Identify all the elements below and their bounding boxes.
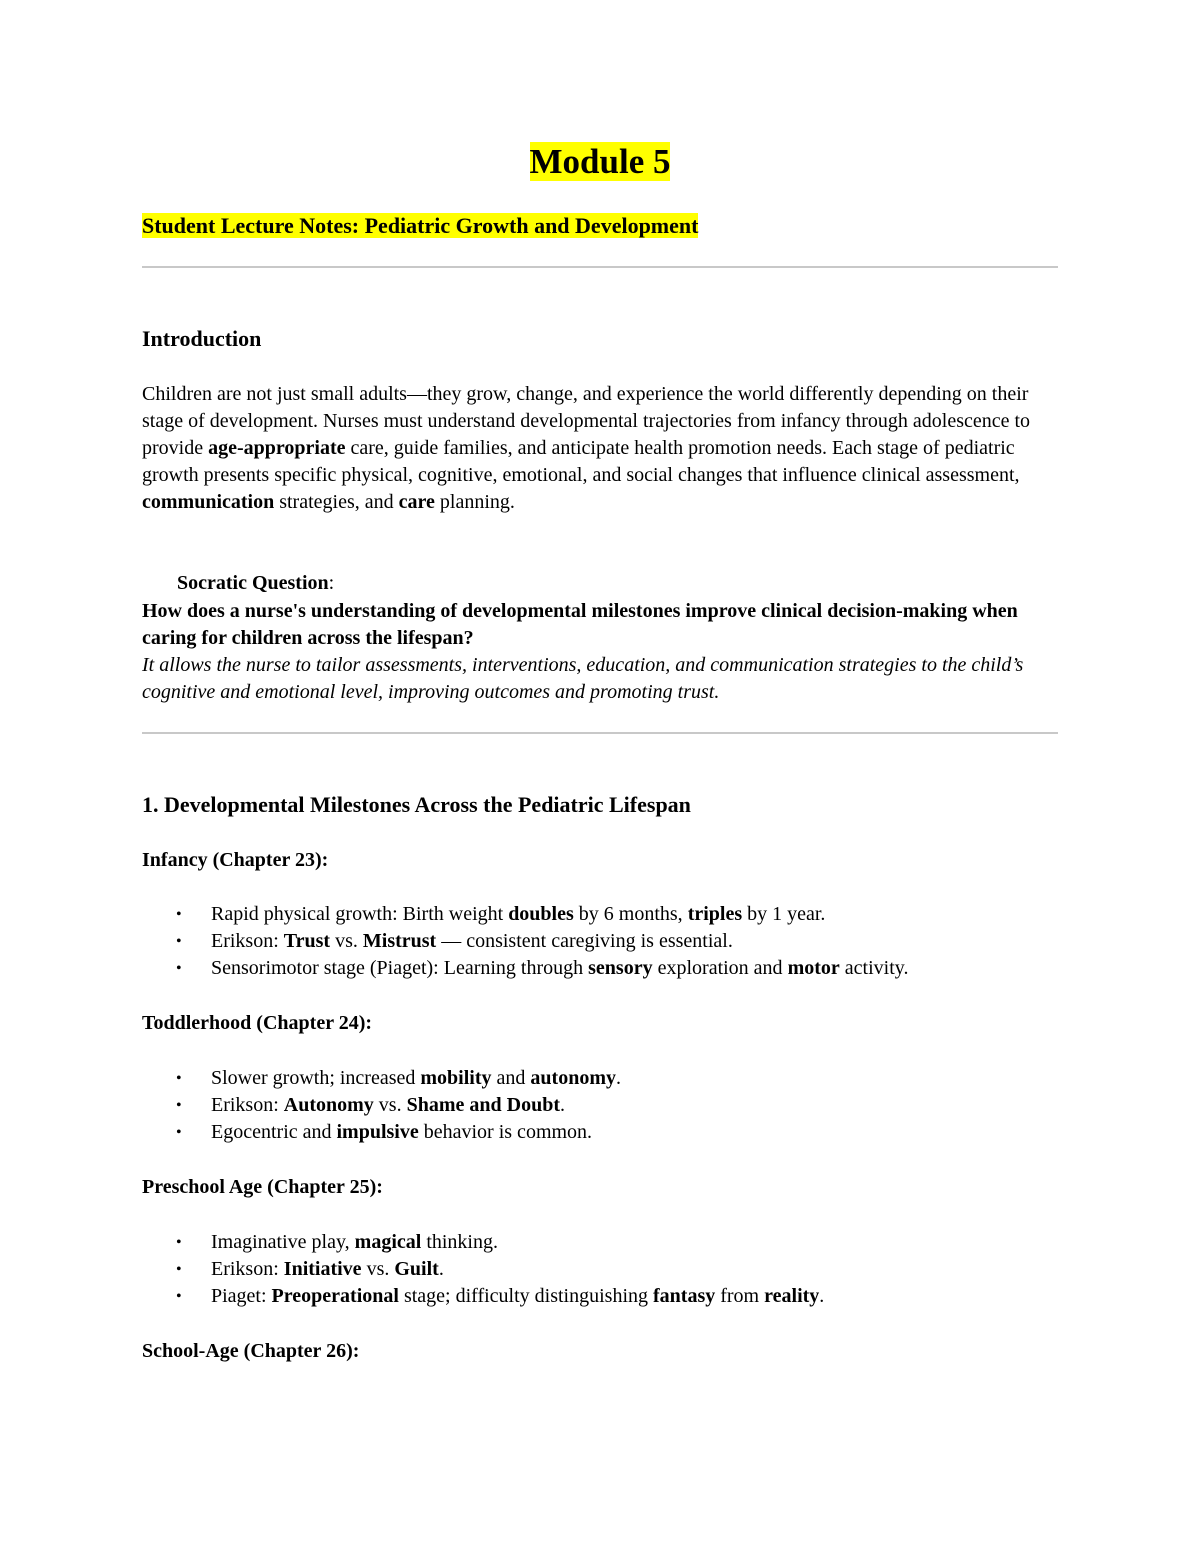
list-item [142,901,1058,928]
bullet-icon: • [176,933,182,950]
socratic-question-text: How does a nurse's understanding of developmental milestones improve clinical decision-making when caring for children across the lifespan? [142,600,1018,649]
item-bold: sensory [588,957,653,979]
list-item [142,1065,1058,1092]
list-item [142,1256,1058,1283]
item-bold: triples [687,903,743,925]
bullet-icon: • [176,906,182,923]
item-text: activity. [839,957,909,979]
socratic-answer-text: It allows the nurse to tailor assessments, interventions, education, and communication strategies to the child’s cognitive and emotional level, improving outcomes and promoting trust. [142,654,1024,703]
item-text: and [491,1067,531,1089]
intro-text: Children are not just small adults—they grow, change, and experience the world differently depending on their stage of development. Nurses must understand developmental trajectories from infancy through adolescence to provide [142,383,1031,459]
socratic-label-text: Socratic Question [177,572,329,594]
item-text: . [615,1067,621,1089]
item-text: vs. [330,930,363,952]
socratic-label-colon: : [328,572,335,594]
section-heading: 1. Developmental Milestones Across the Pediatric Lifespan [142,792,691,817]
bullet-list-toddlerhood [142,1065,1058,1146]
list-item [142,1119,1058,1146]
item-bold: fantasy [653,1285,716,1307]
bullet-icon: • [176,1288,182,1305]
bullet-icon: • [176,1234,182,1251]
bullet-icon: • [176,1124,182,1141]
item-bold: Trust [283,930,331,952]
item-text: Imaginative play, [211,1231,355,1253]
socratic-question-label [177,570,334,597]
item-text: Piaget: [211,1285,272,1307]
bullet-icon: • [176,1097,182,1114]
stage-heading-preschool: Preschool Age (Chapter 25): [142,1176,383,1198]
item-text: Egocentric and [211,1121,337,1143]
item-text: — consistent caregiving is essential. [436,930,733,952]
item-text: behavior is common. [418,1121,593,1143]
item-text: Rapid physical growth: Birth weight [211,903,509,925]
item-text: Slower growth; increased [211,1067,421,1089]
item-text: Erikson: [211,1258,284,1280]
item-bold: magical [354,1231,422,1253]
item-text: by 1 year. [742,903,826,925]
intro-text: care, guide families, and anticipate health promotion needs. Each stage of pediatric growth presents specific physical, cognitive, emotional, and social changes that influence clinical assessment, [142,437,1020,486]
item-text: from [715,1285,765,1307]
item-bold: Autonomy [283,1094,374,1116]
item-text: . [819,1285,825,1307]
item-text: . [559,1094,565,1116]
intro-text: strategies, and [274,491,399,513]
intro-text: planning. [434,491,515,513]
list-item [142,1229,1058,1256]
lecture-subtitle [142,211,698,241]
item-bold: Preoperational [271,1285,399,1307]
item-text: vs. [373,1094,407,1116]
intro-bold-term: age-appropriate [208,437,346,459]
bullet-list-infancy [142,901,1058,982]
item-bold: autonomy [530,1067,616,1089]
module-title-highlight: Module 5 [529,142,671,181]
bullet-icon: • [176,1070,182,1087]
item-bold: mobility [420,1067,492,1089]
bullet-icon: • [176,1261,182,1278]
item-bold: reality [764,1285,820,1307]
item-text: Erikson: [211,1094,284,1116]
introduction-heading: Introduction [142,326,262,351]
bullet-icon: • [176,960,182,977]
item-bold: Initiative [283,1258,362,1280]
item-text: Sensorimotor stage (Piaget): Learning through [211,957,589,979]
item-bold: doubles [508,903,574,925]
item-bold: impulsive [336,1121,419,1143]
item-text: stage; difficulty distinguishing [398,1285,653,1307]
item-bold: Shame and Doubt [406,1094,560,1116]
stage-heading-infancy: Infancy (Chapter 23): [142,849,329,871]
horizontal-divider [142,266,1058,268]
bullet-list-preschool [142,1229,1058,1310]
introduction-paragraph [142,381,1058,516]
item-text: . [438,1258,444,1280]
item-text: Erikson: [211,930,284,952]
list-item [142,1092,1058,1119]
item-text: thinking. [421,1231,498,1253]
subtitle-highlight: Student Lecture Notes: Pediatric Growth and Development [142,213,699,238]
item-bold: Mistrust [362,930,437,952]
item-text: exploration and [652,957,788,979]
item-text: vs. [361,1258,395,1280]
item-bold: Guilt [394,1258,439,1280]
item-text: by 6 months, [573,903,688,925]
intro-bold-term: communication [142,491,275,513]
list-item [142,928,1058,955]
horizontal-divider [142,732,1058,734]
list-item [142,955,1058,982]
list-item [142,1283,1058,1310]
stage-heading-school-age: School-Age (Chapter 26): [142,1340,360,1362]
item-bold: motor [787,957,840,979]
stage-heading-toddlerhood: Toddlerhood (Chapter 24): [142,1012,373,1034]
intro-bold-term: care [398,491,435,513]
module-title [142,140,1058,184]
